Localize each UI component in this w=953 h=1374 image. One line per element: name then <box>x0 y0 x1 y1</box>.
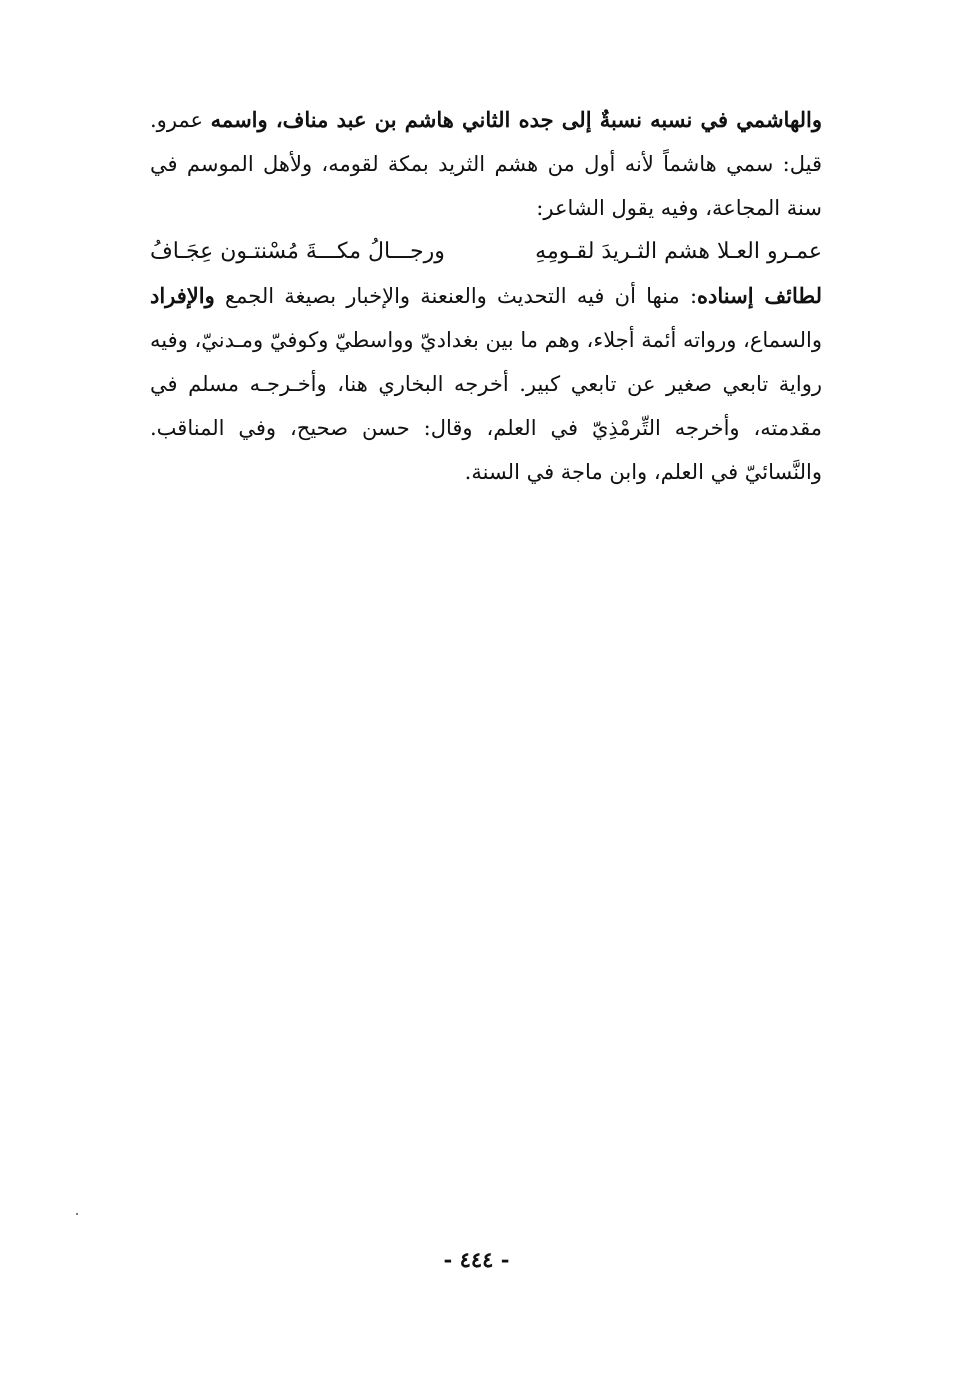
verse-second-hemistich: ورجـــالُ مكـــةَ مُسْنتـون عِجَـافُ <box>150 239 445 264</box>
verse-first-hemistich: عمـرو العـلا هشم الثـريدَ لقـومِهِ <box>535 239 822 264</box>
paragraph-isnad <box>150 274 822 494</box>
isnad-body-2: والسماع، ورواته أئمة أجلاء، وهم ما بين بغداديّ وواسطيّ وكوفيّ ومـدنيّ، وفيه رواية تابعي صغير عن تابعي كبير. أخرجه البخاري هنا، وأخـرجـه مسلم في مقدمته، وأخرجه التِّرمْذِيّ في العلم، وقال: حسن صحيح، وفي المناقب. والنَّسائيّ في العلم، وابن ماجة في السنة. <box>150 328 822 484</box>
poetry-verse <box>150 230 822 274</box>
main-text <box>150 98 822 494</box>
paragraph-hashimi <box>150 98 822 230</box>
paragraph-hashimi-body: عمرو. قيل: سمي هاشماً لأنه أول من هشم الثريد بمكة لقومه، ولأهل الموسم في سنة المجاعة، وفيه يقول الشاعر: <box>150 108 822 220</box>
paragraph-hashimi-lead: والهاشمي في نسبه نسبةٌ إلى جده الثاني هاشم بن عبد مناف، واسمه <box>210 107 822 132</box>
isnad-bold-phrase: والإفراد <box>150 283 215 308</box>
scan-speck <box>76 1213 78 1215</box>
isnad-body-1: : منها أن فيه التحديث والعنعنة والإخبار بصيغة الجمع <box>214 284 698 308</box>
page-number: - ٤٤٤ - <box>443 1247 510 1272</box>
isnad-heading: لطائف إسناده <box>697 283 823 308</box>
